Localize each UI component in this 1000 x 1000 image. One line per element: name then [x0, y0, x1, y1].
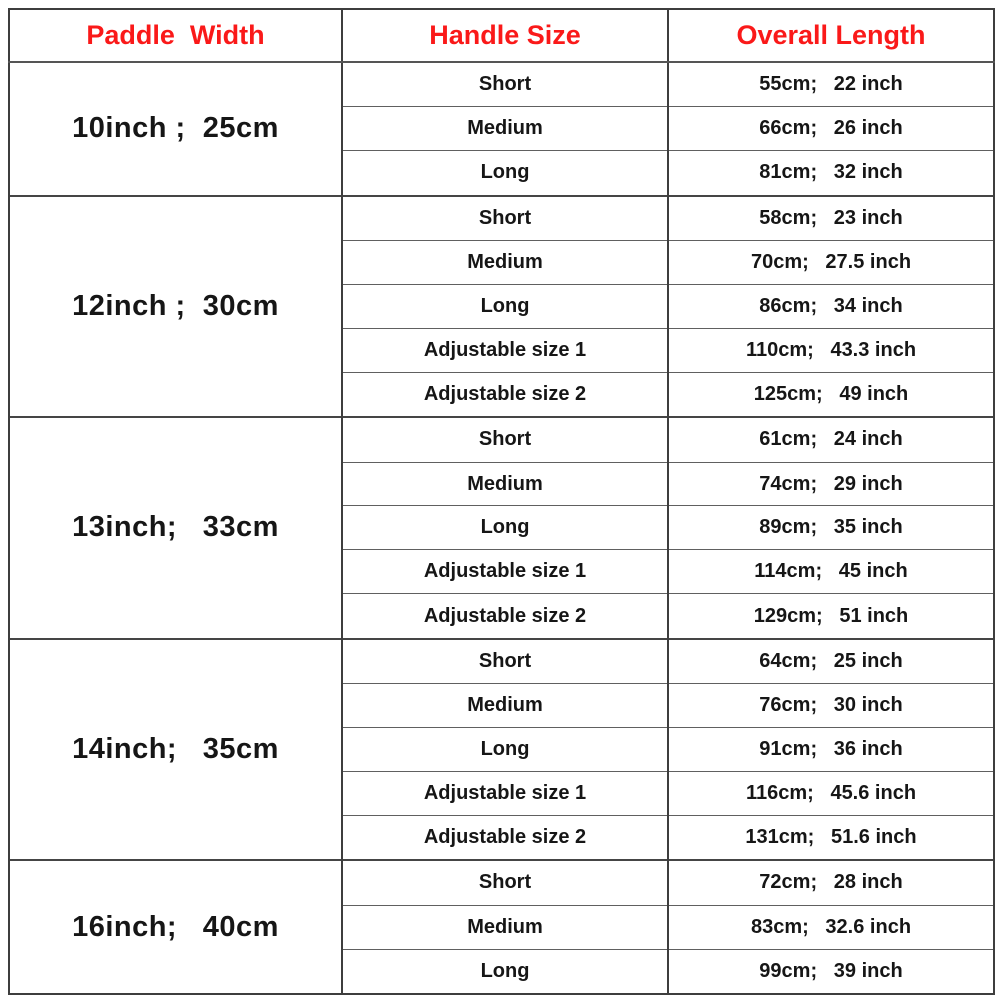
- handle-size-cell: Medium: [342, 905, 668, 949]
- table-row: [9, 417, 994, 462]
- paddle-width-cell: 14inch; 35cm: [9, 639, 342, 861]
- overall-length-cell: 66cm; 26 inch: [668, 107, 994, 151]
- table-row: [9, 62, 994, 107]
- table-header: [9, 9, 994, 62]
- table-row: [9, 196, 994, 241]
- header-row: [9, 9, 994, 62]
- handle-size-cell: Short: [342, 639, 668, 684]
- overall-length-cell: 110cm; 43.3 inch: [668, 328, 994, 372]
- handle-size-cell: Short: [342, 860, 668, 905]
- handle-size-cell: Short: [342, 196, 668, 241]
- handle-size-cell: Adjustable size 2: [342, 594, 668, 639]
- overall-length-cell: 64cm; 25 inch: [668, 639, 994, 684]
- overall-length-cell: 116cm; 45.6 inch: [668, 771, 994, 815]
- handle-size-cell: Long: [342, 151, 668, 196]
- overall-length-cell: 76cm; 30 inch: [668, 684, 994, 728]
- overall-length-cell: 70cm; 27.5 inch: [668, 241, 994, 285]
- table-row: [9, 860, 994, 905]
- overall-length-cell: 131cm; 51.6 inch: [668, 815, 994, 860]
- handle-size-cell: Medium: [342, 462, 668, 506]
- overall-length-cell: 61cm; 24 inch: [668, 417, 994, 462]
- overall-length-cell: 81cm; 32 inch: [668, 151, 994, 196]
- overall-length-cell: 91cm; 36 inch: [668, 728, 994, 772]
- handle-size-cell: Long: [342, 284, 668, 328]
- handle-size-cell: Long: [342, 949, 668, 994]
- paddle-width-cell: 12inch ; 30cm: [9, 196, 342, 418]
- handle-size-cell: Adjustable size 1: [342, 771, 668, 815]
- header-paddle-width: Paddle Width: [9, 9, 342, 62]
- spec-table-body: [9, 62, 994, 994]
- handle-size-cell: Medium: [342, 684, 668, 728]
- handle-size-cell: Adjustable size 1: [342, 550, 668, 594]
- handle-size-cell: Short: [342, 417, 668, 462]
- handle-size-cell: Adjustable size 1: [342, 328, 668, 372]
- handle-size-cell: Adjustable size 2: [342, 815, 668, 860]
- overall-length-cell: 99cm; 39 inch: [668, 949, 994, 994]
- header-handle-size: Handle Size: [342, 9, 668, 62]
- overall-length-cell: 55cm; 22 inch: [668, 62, 994, 107]
- size-chart: [8, 8, 995, 995]
- overall-length-cell: 74cm; 29 inch: [668, 462, 994, 506]
- overall-length-cell: 114cm; 45 inch: [668, 550, 994, 594]
- header-overall-length: Overall Length: [668, 9, 994, 62]
- overall-length-cell: 86cm; 34 inch: [668, 284, 994, 328]
- overall-length-cell: 89cm; 35 inch: [668, 506, 994, 550]
- overall-length-cell: 129cm; 51 inch: [668, 594, 994, 639]
- paddle-width-cell: 16inch; 40cm: [9, 860, 342, 994]
- handle-size-cell: Medium: [342, 241, 668, 285]
- overall-length-cell: 72cm; 28 inch: [668, 860, 994, 905]
- handle-size-cell: Medium: [342, 107, 668, 151]
- overall-length-cell: 83cm; 32.6 inch: [668, 905, 994, 949]
- handle-size-cell: Adjustable size 2: [342, 372, 668, 417]
- overall-length-cell: 58cm; 23 inch: [668, 196, 994, 241]
- paddle-size-table: [8, 8, 995, 995]
- paddle-width-cell: 10inch ; 25cm: [9, 62, 342, 196]
- handle-size-cell: Long: [342, 728, 668, 772]
- table-row: [9, 639, 994, 684]
- handle-size-cell: Short: [342, 62, 668, 107]
- overall-length-cell: 125cm; 49 inch: [668, 372, 994, 417]
- paddle-width-cell: 13inch; 33cm: [9, 417, 342, 639]
- handle-size-cell: Long: [342, 506, 668, 550]
